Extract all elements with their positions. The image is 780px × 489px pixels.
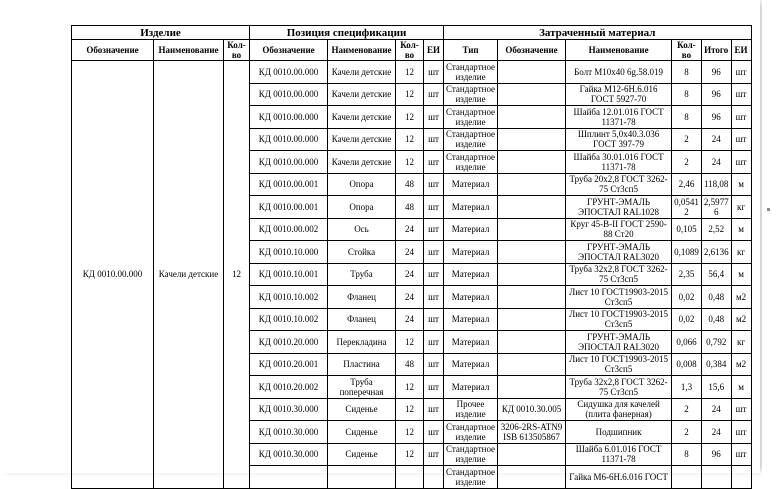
material-name: Гайка М6-6Н.6.016 ГОСТ: [566, 466, 672, 489]
spec-qty: 24: [396, 218, 424, 241]
spec-unit: шт: [424, 106, 444, 129]
material-name: Труба 32х2,8 ГОСТ 3262-75 Ст3сп5: [566, 376, 672, 399]
material-designation: [498, 196, 566, 219]
group-header-material: Затраченный материал: [444, 26, 752, 40]
material-name: Подшипник: [566, 421, 672, 444]
material-type: Материал: [444, 173, 498, 196]
material-qty: 8: [672, 61, 702, 84]
material-name: Болт М10х40 6g.58.019: [566, 61, 672, 84]
spec-designation: КД 0010.10.001: [250, 263, 328, 286]
spec-designation: [250, 466, 328, 489]
spec-qty: 12: [396, 83, 424, 106]
material-name: Лист 10 ГОСТ19903-2015 Ст3сп5: [566, 308, 672, 331]
spec-name: Ось: [328, 218, 396, 241]
material-qty: 0,02: [672, 286, 702, 309]
spec-qty: 12: [396, 151, 424, 174]
spec-qty: 48: [396, 173, 424, 196]
material-type: Материал: [444, 376, 498, 399]
material-qty: 0,02: [672, 308, 702, 331]
spec-name: Качели детские: [328, 151, 396, 174]
material-total: [701, 466, 731, 489]
material-designation: [498, 376, 566, 399]
spec-name: Перекладина: [328, 331, 396, 354]
material-type: Материал: [444, 331, 498, 354]
spec-name: Качели детские: [328, 106, 396, 129]
group-header-row: [72, 26, 752, 40]
material-unit: м: [731, 263, 751, 286]
column-header: Кол-во: [396, 40, 424, 61]
spec-name: Сиденье: [328, 421, 396, 444]
spec-unit: шт: [424, 151, 444, 174]
material-type: Стандартное изделие: [444, 151, 498, 174]
material-name: Шайба 12.01.016 ГОСТ 11371-78: [566, 106, 672, 129]
material-designation: [498, 83, 566, 106]
material-name: Гайка М12-6Н.6.016 ГОСТ 5927-70: [566, 83, 672, 106]
material-designation: [498, 308, 566, 331]
material-unit: м2: [731, 308, 751, 331]
column-header: Наименование: [328, 40, 396, 61]
spec-unit: шт: [424, 398, 444, 421]
spec-unit: шт: [424, 218, 444, 241]
material-type: Материал: [444, 308, 498, 331]
material-unit: шт: [731, 106, 751, 129]
spec-designation: КД 0010.20.001: [250, 353, 328, 376]
material-type: Стандартное изделие: [444, 443, 498, 466]
group-header-spec: Позиция спецификации: [250, 26, 444, 40]
material-unit: шт: [731, 61, 751, 84]
spec-designation: КД 0010.30.000: [250, 443, 328, 466]
material-unit: кг: [731, 196, 751, 219]
material-name: Шайба 6.01.016 ГОСТ 11371-78: [566, 443, 672, 466]
material-name: Лист 10 ГОСТ19903-2015 Ст3сп5: [566, 353, 672, 376]
material-qty: 0,008: [672, 353, 702, 376]
material-type: Материал: [444, 196, 498, 219]
material-designation: [498, 241, 566, 264]
spec-unit: шт: [424, 196, 444, 219]
spec-name: Сиденье: [328, 443, 396, 466]
material-unit: [731, 466, 751, 489]
spec-unit: шт: [424, 241, 444, 264]
material-type: Материал: [444, 286, 498, 309]
spec-name: [328, 466, 396, 489]
material-total: 24: [701, 128, 731, 151]
material-qty: 8: [672, 106, 702, 129]
spec-designation: КД 0010.00.000: [250, 61, 328, 84]
material-total: 0,792: [701, 331, 731, 354]
material-unit: м: [731, 376, 751, 399]
spec-designation: КД 0010.20.002: [250, 376, 328, 399]
material-name: ГРУНТ-ЭМАЛЬ ЭПОСТАЛ RAL3020: [566, 331, 672, 354]
material-unit: кг: [731, 331, 751, 354]
spec-designation: КД 0010.00.000: [250, 106, 328, 129]
material-total: 2,5977 6: [701, 196, 731, 219]
spec-unit: шт: [424, 286, 444, 309]
material-unit: м: [731, 173, 751, 196]
material-designation: [498, 263, 566, 286]
product-designation: КД 0010.00.000: [72, 61, 154, 489]
material-unit: м2: [731, 286, 751, 309]
material-designation: КД 0010.30.005: [498, 398, 566, 421]
group-header-izdelie: Изделие: [72, 26, 250, 40]
material-name: Труба 20х2,8 ГОСТ 3262-75 Ст3сп5: [566, 173, 672, 196]
spec-unit: шт: [424, 263, 444, 286]
material-total: 56,4: [701, 263, 731, 286]
material-type: Материал: [444, 241, 498, 264]
spec-qty: 12: [396, 421, 424, 444]
spec-qty: 12: [396, 106, 424, 129]
material-total: 24: [701, 398, 731, 421]
spec-qty: 48: [396, 353, 424, 376]
material-unit: шт: [731, 151, 751, 174]
material-total: 0,48: [701, 308, 731, 331]
material-qty: 1,3: [672, 376, 702, 399]
material-unit: шт: [731, 421, 751, 444]
spec-name: Стойка: [328, 241, 396, 264]
column-header: Тип: [444, 40, 498, 61]
spec-unit: шт: [424, 128, 444, 151]
column-header: Кол-во: [672, 40, 702, 61]
column-header: Кол-во: [224, 40, 250, 61]
material-total: 96: [701, 83, 731, 106]
spec-unit: шт: [424, 376, 444, 399]
spec-designation: КД 0010.00.001: [250, 173, 328, 196]
spec-name: Качели детские: [328, 83, 396, 106]
material-qty: 0,1089: [672, 241, 702, 264]
spec-qty: 24: [396, 286, 424, 309]
material-qty: 2: [672, 128, 702, 151]
spec-designation: КД 0010.00.000: [250, 151, 328, 174]
spec-qty: [396, 466, 424, 489]
spec-name: Труба: [328, 263, 396, 286]
specification-table: [71, 25, 752, 489]
material-type: Стандартное изделие: [444, 128, 498, 151]
spec-name: Пластина: [328, 353, 396, 376]
material-type: Прочее изделие: [444, 398, 498, 421]
material-designation: [498, 353, 566, 376]
spec-designation: КД 0010.30.000: [250, 421, 328, 444]
material-qty: 2: [672, 421, 702, 444]
material-total: 2,6136: [701, 241, 731, 264]
spec-designation: КД 0010.10.000: [250, 241, 328, 264]
material-total: 24: [701, 421, 731, 444]
column-header: Итого: [701, 40, 731, 61]
spec-qty: 12: [396, 331, 424, 354]
material-designation: [498, 128, 566, 151]
spec-name: Качели детские: [328, 128, 396, 151]
spec-designation: КД 0010.20.000: [250, 331, 328, 354]
material-type: Стандартное изделие: [444, 61, 498, 84]
spec-qty: 24: [396, 308, 424, 331]
material-total: 15,6: [701, 376, 731, 399]
material-designation: [498, 331, 566, 354]
material-name: Лист 10 ГОСТ19903-2015 Ст3сп5: [566, 286, 672, 309]
spec-unit: шт: [424, 83, 444, 106]
material-designation: [498, 106, 566, 129]
material-type: Стандартное изделие: [444, 83, 498, 106]
product-name: Качели детские: [154, 61, 224, 489]
material-designation: [498, 173, 566, 196]
margin-marker: [767, 208, 770, 211]
material-designation: [498, 218, 566, 241]
material-total: 0,384: [701, 353, 731, 376]
spec-qty: 12: [396, 376, 424, 399]
spec-unit: шт: [424, 173, 444, 196]
material-type: Стандартное изделие: [444, 421, 498, 444]
spec-designation: КД 0010.30.000: [250, 398, 328, 421]
column-header: Обозначение: [250, 40, 328, 61]
material-name: Сидушка для качелей (плита фанерная): [566, 398, 672, 421]
material-total: 24: [701, 151, 731, 174]
material-name: ГРУНТ-ЭМАЛЬ ЭПОСТАЛ RAL1028: [566, 196, 672, 219]
material-name: Шплинт 5,0х40.3.036 ГОСТ 397-79: [566, 128, 672, 151]
material-type: Материал: [444, 218, 498, 241]
material-designation: [498, 286, 566, 309]
spec-unit: шт: [424, 61, 444, 84]
material-total: 96: [701, 106, 731, 129]
material-unit: шт: [731, 128, 751, 151]
spec-name: Опора: [328, 173, 396, 196]
material-unit: м: [731, 218, 751, 241]
material-qty: 8: [672, 83, 702, 106]
material-name: Труба 32х2,8 ГОСТ 3262-75 Ст3сп5: [566, 263, 672, 286]
material-designation: [498, 151, 566, 174]
spec-name: Сиденье: [328, 398, 396, 421]
spec-name: Фланец: [328, 308, 396, 331]
material-qty: 8: [672, 443, 702, 466]
spec-qty: 12: [396, 443, 424, 466]
spec-qty: 48: [396, 196, 424, 219]
column-header: ЕИ: [424, 40, 444, 61]
material-total: 0,48: [701, 286, 731, 309]
spec-qty: 12: [396, 398, 424, 421]
spec-qty: 24: [396, 241, 424, 264]
material-unit: шт: [731, 83, 751, 106]
material-designation: [498, 466, 566, 489]
spec-unit: шт: [424, 308, 444, 331]
material-designation: [498, 443, 566, 466]
spec-name: Качели детские: [328, 61, 396, 84]
table-body: [72, 61, 752, 489]
material-qty: 2,46: [672, 173, 702, 196]
material-qty: 2: [672, 398, 702, 421]
spec-designation: КД 0010.00.002: [250, 218, 328, 241]
column-header: Обозначение: [498, 40, 566, 61]
spec-unit: шт: [424, 353, 444, 376]
table-row: [72, 61, 752, 84]
spec-unit: [424, 466, 444, 489]
column-header: Наименование: [566, 40, 672, 61]
spec-designation: КД 0010.10.002: [250, 286, 328, 309]
material-name: Круг 45-В-II ГОСТ 2590-88 Ст20: [566, 218, 672, 241]
spec-unit: шт: [424, 443, 444, 466]
spec-qty: 24: [396, 263, 424, 286]
material-type: Стандартное изделие: [444, 106, 498, 129]
column-header: Наименование: [154, 40, 224, 61]
material-qty: 2: [672, 151, 702, 174]
material-unit: кг: [731, 241, 751, 264]
material-name: ГРУНТ-ЭМАЛЬ ЭПОСТАЛ RAL3020: [566, 241, 672, 264]
spec-unit: шт: [424, 331, 444, 354]
column-header: Обозначение: [72, 40, 154, 61]
side-margin: [762, 0, 780, 473]
spec-name: Труба поперечная: [328, 376, 396, 399]
material-designation: 3206-2RS-ATN9 ISB 613505867: [498, 421, 566, 444]
spec-designation: КД 0010.00.000: [250, 128, 328, 151]
column-header-row: [72, 40, 752, 61]
spec-designation: КД 0010.00.001: [250, 196, 328, 219]
material-unit: шт: [731, 443, 751, 466]
material-qty: 2,35: [672, 263, 702, 286]
material-total: 96: [701, 443, 731, 466]
spec-qty: 12: [396, 128, 424, 151]
spec-designation: КД 0010.00.000: [250, 83, 328, 106]
material-qty: 0,105: [672, 218, 702, 241]
material-qty: [672, 466, 702, 489]
material-total: 118,08: [701, 173, 731, 196]
material-type: Материал: [444, 263, 498, 286]
column-header: ЕИ: [731, 40, 751, 61]
spec-name: Фланец: [328, 286, 396, 309]
material-name: Шайба 30.01.016 ГОСТ 11371-78: [566, 151, 672, 174]
spec-name: Опора: [328, 196, 396, 219]
material-total: 96: [701, 61, 731, 84]
product-qty: 12: [224, 61, 250, 489]
material-qty: 0,066: [672, 331, 702, 354]
material-unit: шт: [731, 398, 751, 421]
spec-designation: КД 0010.10.002: [250, 308, 328, 331]
spec-unit: шт: [424, 421, 444, 444]
material-type: Стандартное изделие: [444, 466, 498, 489]
spec-qty: 12: [396, 61, 424, 84]
material-unit: м2: [731, 353, 751, 376]
material-designation: [498, 61, 566, 84]
material-qty: 0,0541 2: [672, 196, 702, 219]
material-type: Материал: [444, 353, 498, 376]
material-total: 2,52: [701, 218, 731, 241]
